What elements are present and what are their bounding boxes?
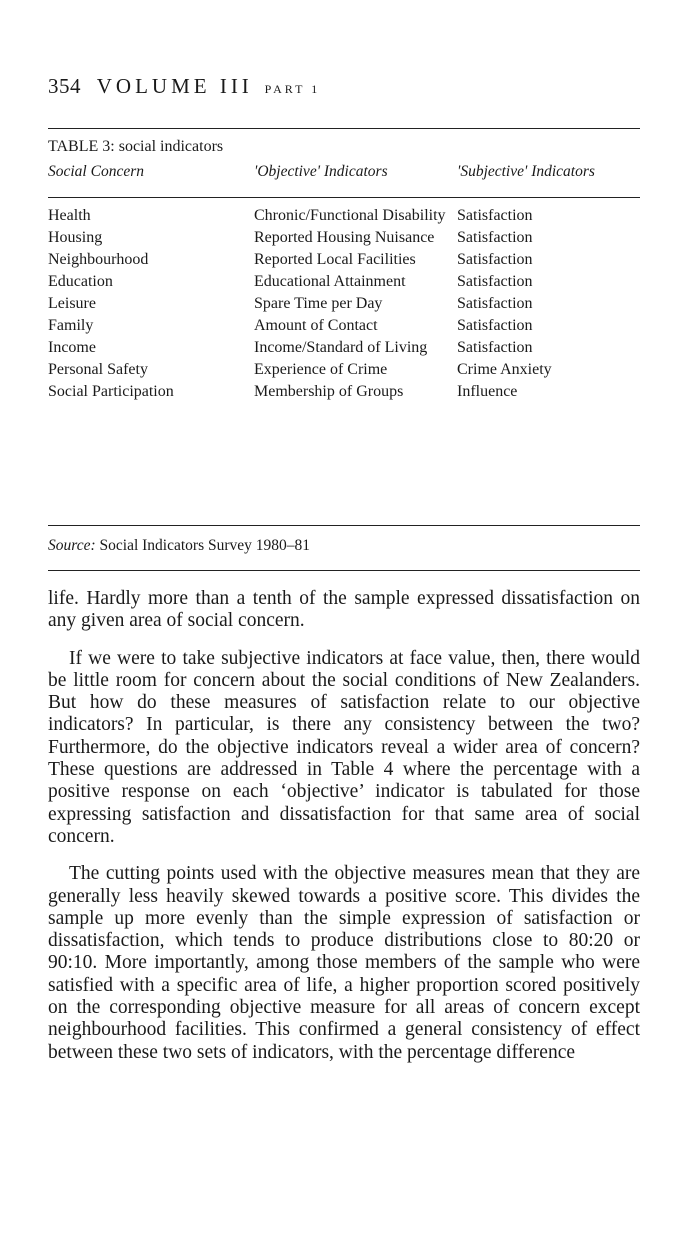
table-body bbox=[48, 205, 640, 403]
page-number: 354 bbox=[48, 74, 81, 98]
source-text: Social Indicators Survey 1980–81 bbox=[99, 537, 311, 554]
table-end-rule bbox=[48, 570, 640, 571]
social-concern-cell: Health bbox=[48, 207, 91, 224]
objective-indicator-cell: Spare Time per Day bbox=[254, 295, 383, 312]
social-concern-cell: Personal Safety bbox=[48, 361, 148, 378]
paragraph: life. Hardly more than a tenth of the sample expressed dissatisfaction on any given area of social concern. bbox=[48, 588, 640, 632]
table-row bbox=[48, 227, 640, 249]
objective-indicator-cell: Chronic/Functional Disability bbox=[254, 207, 446, 224]
volume-label: VOLUME III bbox=[96, 74, 253, 98]
table-row bbox=[48, 271, 640, 293]
table-row bbox=[48, 205, 640, 227]
column-header-social-concern: Social Concern bbox=[48, 163, 144, 180]
subjective-indicator-cell: Satisfaction bbox=[457, 207, 533, 224]
table-row bbox=[48, 315, 640, 337]
running-head bbox=[48, 74, 320, 99]
subjective-indicator-cell: Satisfaction bbox=[457, 251, 533, 268]
objective-indicator-cell: Reported Local Facilities bbox=[254, 251, 416, 268]
objective-indicator-cell: Amount of Contact bbox=[254, 317, 378, 334]
social-concern-cell: Social Participation bbox=[48, 383, 174, 400]
column-header-objective: 'Objective' Indicators bbox=[254, 163, 388, 180]
subjective-indicator-cell: Crime Anxiety bbox=[457, 361, 552, 378]
table-bottom-rule bbox=[48, 525, 640, 526]
objective-indicator-cell: Income/Standard of Living bbox=[254, 339, 428, 356]
table-row bbox=[48, 337, 640, 359]
objective-indicator-cell: Experience of Crime bbox=[254, 361, 388, 378]
table-caption: TABLE 3: social indicators bbox=[48, 138, 224, 155]
objective-indicator-cell: Reported Housing Nuisance bbox=[254, 229, 435, 246]
table-row bbox=[48, 249, 640, 271]
table-source bbox=[48, 537, 310, 555]
subjective-indicator-cell: Satisfaction bbox=[457, 317, 533, 334]
subjective-indicator-cell: Satisfaction bbox=[457, 273, 533, 290]
social-concern-cell: Income bbox=[48, 339, 96, 356]
paragraph: If we were to take subjective indicators at face value, then, there would be little room for concern about the social conditions of New Zealanders. But how do these measures of satisfaction relate to our objective indicators? In particular, is there any consistency between the two? Furthermore, do the objective indicators reveal a wider area of concern? These questions are addressed in Table 4 where the percentage with a positive response on each ‘objective’ indicator is tabulated for those expressing satisfaction and dissatisfaction for that same area of social concern. bbox=[48, 647, 640, 847]
objective-indicator-cell: Membership of Groups bbox=[254, 383, 404, 400]
table-row bbox=[48, 359, 640, 381]
paragraph: The cutting points used with the objective measures mean that they are generally less heavily skewed towards a positive score. This divides the sample up more evenly than the simple expression of satisfaction or dissatisfaction, which tends to produce distributions close to 80:20 or 90:10. More importantly, among those members of the sample who were satisfied with a specific area of life, a higher proportion scored positively on the corresponding objective measure for all areas of concern except neighbourhood facilities. This confirmed a general consistency of effect between these two sets of indicators, with the percentage difference bbox=[48, 863, 640, 1063]
social-concern-cell: Education bbox=[48, 273, 113, 290]
table-header-rule bbox=[48, 197, 640, 198]
column-header-subjective: 'Subjective' Indicators bbox=[457, 163, 595, 180]
social-concern-cell: Family bbox=[48, 317, 94, 334]
social-concern-cell: Housing bbox=[48, 229, 103, 246]
subjective-indicator-cell: Satisfaction bbox=[457, 229, 533, 246]
social-concern-cell: Leisure bbox=[48, 295, 96, 312]
table-row bbox=[48, 381, 640, 403]
subjective-indicator-cell: Satisfaction bbox=[457, 339, 533, 356]
objective-indicator-cell: Educational Attainment bbox=[254, 273, 406, 290]
table-top-rule bbox=[48, 128, 640, 129]
source-label: Source: bbox=[48, 537, 96, 554]
part-label: PART 1 bbox=[264, 82, 321, 96]
subjective-indicator-cell: Influence bbox=[457, 383, 518, 400]
social-concern-cell: Neighbourhood bbox=[48, 251, 149, 268]
subjective-indicator-cell: Satisfaction bbox=[457, 295, 533, 312]
table-row bbox=[48, 293, 640, 315]
body-text bbox=[48, 588, 640, 1064]
